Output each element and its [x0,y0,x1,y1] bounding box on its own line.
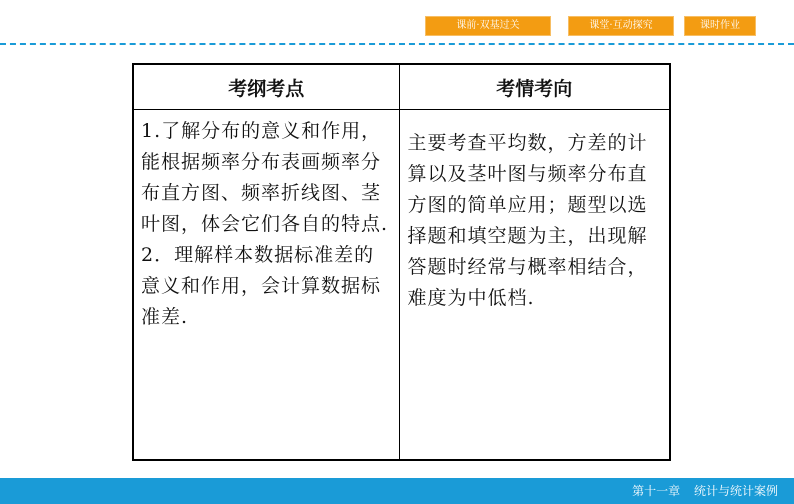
exam-trends-cell [399,110,670,461]
table-row [133,110,670,461]
dashed-divider [0,43,794,45]
table-header-row [133,64,670,110]
nav-button-in-class[interactable]: 课堂·互动探究 [568,16,674,36]
exam-trends-text: 主要考查平均数，方差的计算以及茎叶图与频率分布直方图的简单应用；题型以选择题和填空题为主，出现解答题时经常与概率相结合，难度为中低档. [407,132,648,309]
syllabus-points-cell [133,110,399,461]
syllabus-point-1: 1.了解分布的意义和作用，能根据频率分布表画频率分布直方图、频率折线图、茎叶图，体会它们各自的特点. [141,120,389,235]
header-exam-trends: 考情考向 [399,64,670,110]
syllabus-table [132,63,671,461]
syllabus-point-2: 2．理解样本数据标准差的意义和作用，会计算数据标准差. [141,244,382,328]
header-syllabus-points: 考纲考点 [133,64,399,110]
chapter-title: 第十一章 统计与统计案例 [632,484,778,498]
top-navigation-bar [0,0,794,44]
footer-bar [0,478,794,504]
nav-button-homework[interactable]: 课时作业 [684,16,756,36]
nav-button-pre-class[interactable]: 课前·双基过关 [425,16,551,36]
